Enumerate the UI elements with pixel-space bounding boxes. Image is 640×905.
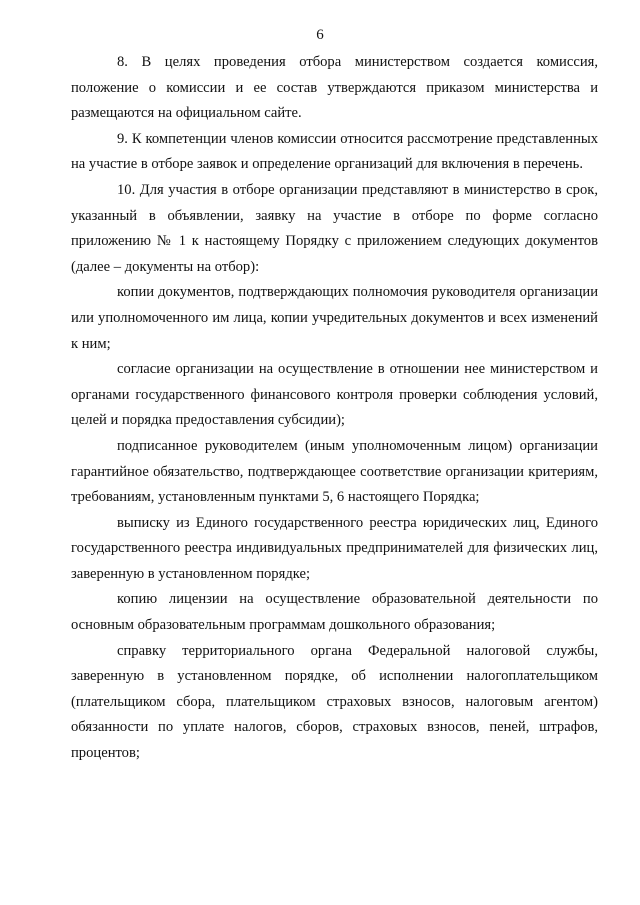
- paragraph-8-commission: 8. В целях проведения отбора министерством создается комиссия, положение о комиссии и ее состав утверждаются приказом министерства и размещаются на официальном сайте.: [71, 54, 598, 122]
- paragraph-10-application-documents: 10. Для участия в отборе организации представляют в министерство в срок, указанный в объявлении, заявку на участие в отборе по форме согласно приложению № 1 к настоящему Порядку с приложением следующих документов (далее – документы на отбор):: [71, 181, 598, 275]
- list-item-founding-documents: копии документов, подтверждающих полномочия руководителя организации или уполномоченного им лица, копии учредительных документов и всех изменений к ним;: [71, 284, 598, 352]
- document-body: [71, 50, 598, 767]
- page-number: 6: [316, 27, 324, 43]
- list-item-registry-extract: выписку из Единого государственного реестра юридических лиц, Единого государственного реестра индивидуальных предпринимателей для физических лиц, заверенную в установленном порядке;: [71, 514, 598, 582]
- paragraph-9-commission-competence: 9. К компетенции членов комиссии относится рассмотрение представленных на участие в отборе заявок и определение организаций для включения в перечень.: [71, 130, 598, 173]
- list-item-education-license: копию лицензии на осуществление образовательной деятельности по основным образовательным программам дошкольного образования;: [71, 591, 598, 634]
- list-item-inspection-consent: согласие организации на осуществление в отношении нее министерством и органами государственного финансового контроля проверки соблюдения условий, целей и порядка предоставления субсидии);: [71, 361, 598, 429]
- list-item-guarantee-obligation: подписанное руководителем (иным уполномоченным лицом) организации гарантийное обязательство, подтверждающее соответствие организации критериям, требованиям, установленным пунктами 5, 6 настоящего Порядка;: [71, 437, 598, 506]
- list-item-tax-certificate: справку территориального органа Федеральной налоговой службы, заверенную в установленном порядке, об исполнении налогоплательщиком (плательщиком сбора, плательщиком страховых взносов, налоговым агентом) обязанности по уплате налогов, сборов, страховых взносов, пеней, штрафов, процентов;: [71, 642, 598, 762]
